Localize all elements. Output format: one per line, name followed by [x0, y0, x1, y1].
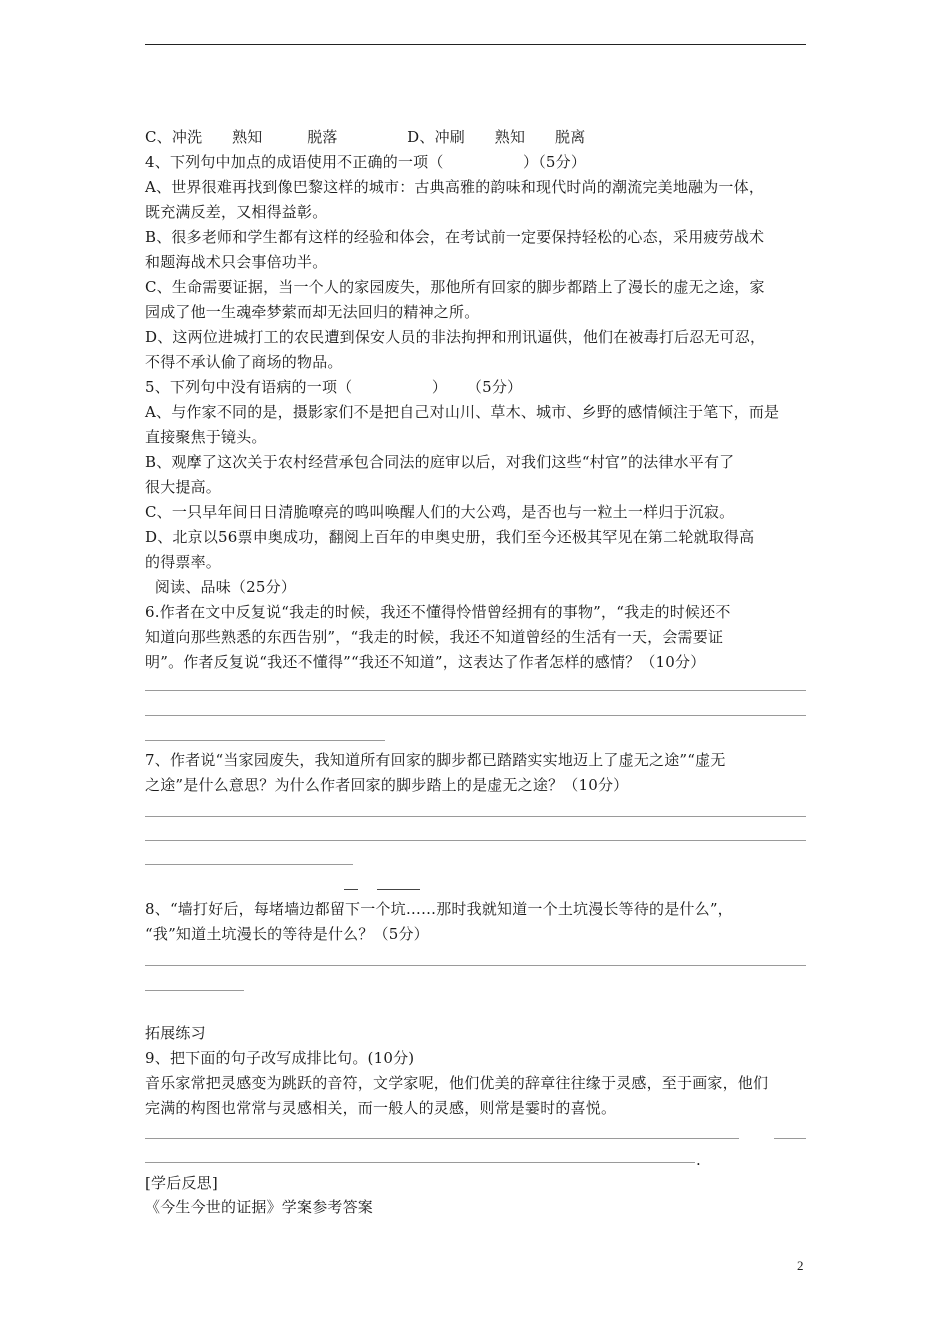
q5-stem: 5、下列句中没有语病的一项（ ） （5分）	[145, 378, 523, 396]
q9-stem: 9、把下面的句子改写成排比句。(10分)	[145, 1049, 415, 1067]
q9-answer-line[interactable]	[145, 1162, 695, 1163]
q7-stem-cont: 之途”是什么意思？为什么作者回家的脚步踏上的是虚无之途？（10分）	[145, 776, 629, 794]
page-number: 2	[797, 1258, 804, 1273]
q6-stem-cont: 知道向那些熟悉的东西告别”，“我走的时候，我还不知道曾经的生活有一天，会需要证	[145, 628, 724, 646]
q7-answer-line[interactable]	[377, 889, 420, 890]
header-rule	[145, 44, 806, 45]
q7-answer-line[interactable]	[344, 889, 358, 890]
q7-answer-line[interactable]	[145, 864, 353, 865]
section-reading-heading: 阅读、品味（25分）	[145, 578, 297, 596]
q7-answer-line[interactable]	[145, 816, 806, 817]
q8-answer-line[interactable]	[145, 965, 806, 966]
q9-answer-line[interactable]	[774, 1138, 806, 1139]
q9-trailing-period: .	[696, 1151, 701, 1169]
q8-answer-line[interactable]	[145, 990, 244, 991]
q5-option-d-cont: 的得票率。	[145, 553, 222, 571]
q3-option-cd: C、冲洗 熟知 脱落 D、冲刷 熟知 脱离	[145, 128, 586, 146]
q5-option-a: A、与作家不同的是，摄影家们不是把自己对山川、草木、城市、乡野的感情倾注于笔下，而是	[145, 403, 780, 421]
q4-option-c-cont: 园成了他一生魂牵梦萦而却无法回归的精神之所。	[145, 303, 480, 321]
q7-stem: 7、作者说“当家园废失，我知道所有回家的脚步都已踏踏实实地迈上了虚无之途”“虚无	[145, 751, 726, 769]
q4-option-c: C、生命需要证据，当一个人的家园废失，那他所有回家的脚步都踏上了漫长的虚无之途，家	[145, 278, 765, 296]
q8-stem: 8、“墙打好后，每堵墙边都留下一个坑……那时我就知道一个土坑漫长等待的是什么”，	[145, 900, 733, 918]
q9-passage-cont: 完满的构图也常常与灵感相关，而一般人的灵感，则常是霎时的喜悦。	[145, 1099, 617, 1117]
q4-option-d: D、这两位进城打工的农民遭到保安人员的非法拘押和刑讯逼供，他们在被毒打后忍无可忍，	[145, 328, 766, 346]
q9-answer-line[interactable]	[145, 1138, 739, 1139]
q7-answer-line[interactable]	[145, 840, 806, 841]
q4-option-b-cont: 和题海战术只会事倍功半。	[145, 253, 328, 271]
q5-option-d: D、北京以56票申奥成功，翻阅上百年的申奥史册，我们至今还极其罕见在第二轮就取得高	[145, 528, 755, 546]
q6-answer-line[interactable]	[145, 690, 806, 691]
q6-answer-line[interactable]	[145, 715, 806, 716]
q6-stem-cont: 明”。作者反复说“我还不懂得”“我还不知道”，这表达了作者怎样的感情？（10分）	[145, 653, 706, 671]
q4-option-a: A、世界很难再找到像巴黎这样的城市：古典高雅的韵味和现代时尚的潮流完美地融为一体，	[145, 178, 765, 196]
q4-stem: 4、下列句中加点的成语使用不正确的一项（ ）（5分）	[145, 153, 587, 171]
q6-answer-line[interactable]	[145, 740, 385, 741]
q8-stem-cont: “我”知道土坑漫长的等待是什么？（5分）	[145, 925, 429, 943]
q5-option-c: C、一只早年间日日清脆嘹亮的鸣叫唤醒人们的大公鸡，是否也与一粒土一样归于沉寂。	[145, 503, 735, 521]
q5-option-b: B、观摩了这次关于农村经营承包合同法的庭审以后，对我们这些“村官”的法律水平有了	[145, 453, 735, 471]
q4-option-d-cont: 不得不承认偷了商场的物品。	[145, 353, 343, 371]
reflection-heading: [学后反思]	[145, 1174, 218, 1192]
answer-key-title: 《今生今世的证据》学案参考答案	[145, 1198, 374, 1216]
section-extension-heading: 拓展练习	[145, 1024, 206, 1042]
q9-passage: 音乐家常把灵感变为跳跃的音符，文学家呢，他们优美的辞章往往缘于灵感，至于画家，他们	[145, 1074, 769, 1092]
q4-option-b: B、很多老师和学生都有这样的经验和体会，在考试前一定要保持轻松的心态，采用疲劳战术	[145, 228, 765, 246]
q5-option-b-cont: 很大提高。	[145, 478, 222, 496]
q4-option-a-cont: 既充满反差，又相得益彰。	[145, 203, 328, 221]
q5-option-a-cont: 直接聚焦于镜头。	[145, 428, 267, 446]
q6-stem: 6.作者在文中反复说“我走的时候，我还不懂得怜惜曾经拥有的事物”，“我走的时候还不	[145, 603, 731, 621]
